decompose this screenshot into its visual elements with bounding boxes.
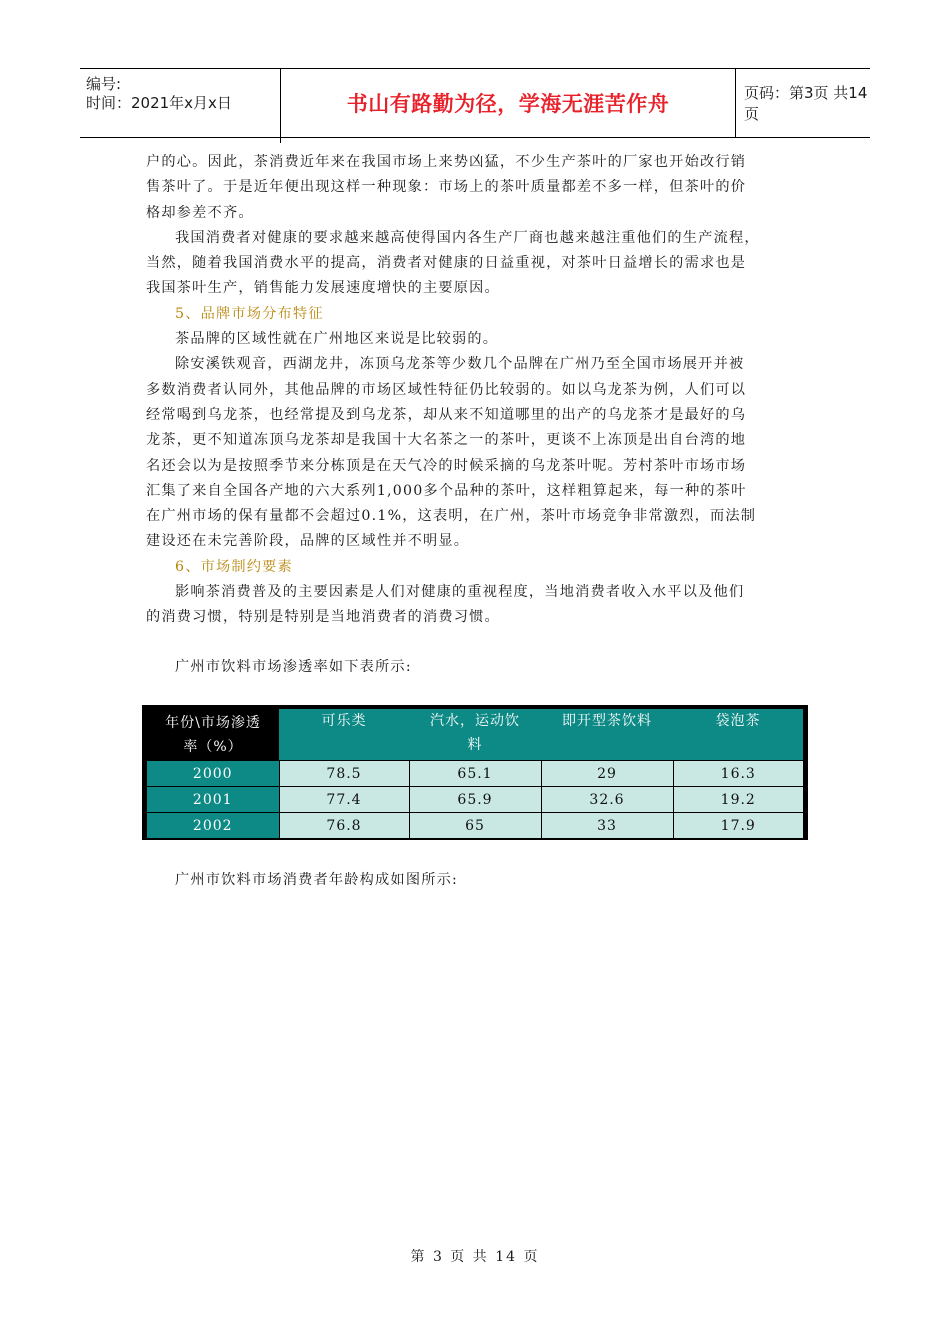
page-footer: 第 3 页 共 14 页 bbox=[410, 1249, 540, 1265]
body-line: 户的心。因此，茶消费近年来在我国市场上来势凶猛，不少生产茶叶的厂家也开始改行销 bbox=[146, 154, 747, 170]
column-header: 袋泡茶 bbox=[673, 709, 803, 761]
table-cell: 19.2 bbox=[673, 787, 803, 813]
page-header bbox=[80, 68, 870, 138]
body-line: 我国消费者对健康的要求越来越高使得国内各生产厂商也越来越注重他们的生产流程， bbox=[175, 229, 760, 246]
table-cell: 16.3 bbox=[673, 761, 803, 787]
row-year: 2001 bbox=[147, 787, 279, 813]
table-cell: 65.9 bbox=[409, 787, 541, 813]
body-line: 在广州市场的保有量都不会超过0.1%，这表明，在广州，茶叶市场竞争非常激烈，而法制 bbox=[146, 508, 757, 525]
table-header-row bbox=[147, 709, 803, 761]
number-label: 编号: bbox=[86, 75, 122, 93]
table-cell: 76.8 bbox=[279, 813, 409, 839]
body-line: 影响茶消费普及的主要因素是人们对健康的重视程度，当地消费者收入水平以及他们 bbox=[175, 584, 745, 601]
body-line: 售茶叶了。于是近年便出现这样一种现象：市场上的茶叶质量都差不多一样，但茶叶的价 bbox=[146, 179, 747, 196]
table-cell: 65 bbox=[409, 813, 541, 839]
body-line: 我国茶叶生产，销售能力发展速度增快的主要原因。 bbox=[146, 280, 500, 297]
table-cell: 77.4 bbox=[279, 787, 409, 813]
column-header: 可乐类 bbox=[279, 709, 409, 761]
table-row bbox=[147, 813, 803, 839]
header-meta bbox=[80, 69, 281, 143]
header-motto: 书山有路勤为径，学海无涯苦作舟 bbox=[281, 69, 736, 137]
header-page-label: 页码：第3页 共14页 bbox=[744, 84, 868, 123]
column-header: 即开型茶饮料 bbox=[541, 709, 673, 761]
table-cell: 29 bbox=[541, 761, 673, 787]
body-line: 当然，随着我国消费水平的提高，消费者对健康的日益重视，对茶叶日益增长的需求也是 bbox=[146, 255, 747, 272]
body-line: 格却参差不齐。 bbox=[146, 204, 254, 221]
body-line: 的消费习惯，特别是特别是当地消费者的消费习惯。 bbox=[146, 609, 500, 626]
table-cell: 78.5 bbox=[279, 761, 409, 787]
body-line: 建设还在未完善阶段，品牌的区域性并不明显。 bbox=[146, 533, 470, 550]
table-cell: 17.9 bbox=[673, 813, 803, 839]
table-intro: 广州市饮料市场渗透率如下表所示: bbox=[175, 658, 412, 675]
body-line: 除安溪铁观音，西湖龙井，冻顶乌龙茶等少数几个品牌在广州乃至全国市场展开并被 bbox=[175, 356, 745, 373]
body-line: 名还会以为是按照季节来分栋顶是在天气冷的时候采摘的乌龙茶叶呢。芳村茶叶市场市场 bbox=[146, 457, 747, 474]
body-line: 经常喝到乌龙茶，也经常提及到乌龙茶，却从来不知道哪里的出产的乌龙茶才是最好的乌 bbox=[146, 406, 747, 423]
chart-intro: 广州市饮料市场消费者年龄构成如图所示: bbox=[175, 872, 458, 888]
row-year: 2000 bbox=[147, 761, 279, 787]
date-label: 时间：2021年x月x日 bbox=[86, 94, 232, 112]
table-cell: 32.6 bbox=[541, 787, 673, 813]
body-line: 龙茶，更不知道冻顶乌龙茶却是我国十大名茶之一的茶叶，更谈不上冻顶是出自台湾的地 bbox=[146, 432, 747, 449]
chart-intro-block bbox=[146, 868, 806, 893]
table-row bbox=[147, 761, 803, 787]
row-year: 2002 bbox=[147, 813, 279, 839]
section-heading-5: 5、品牌市场分布特征 bbox=[175, 305, 324, 322]
body-line: 茶品牌的区域性就在广州地区来说是比较弱的。 bbox=[175, 331, 499, 348]
body-line: 多数消费者认同外，其他品牌的市场区域性特征仍比较弱的。如以乌龙茶为例，人们可以 bbox=[146, 381, 747, 398]
table-cell: 65.1 bbox=[409, 761, 541, 787]
penetration-table bbox=[142, 705, 808, 840]
body-line: 汇集了来自全国各产地的六大系列1,000多个品种的茶叶，这样粗算起来，每一种的茶叶 bbox=[146, 482, 747, 499]
table-corner-header: 年份\市场渗透 率（%） bbox=[147, 709, 279, 761]
table-row bbox=[147, 787, 803, 813]
section-heading-6: 6、市场制约要素 bbox=[175, 558, 293, 575]
column-header: 汽水，运动饮 料 bbox=[409, 709, 541, 761]
document-body bbox=[146, 150, 806, 680]
table-cell: 33 bbox=[541, 813, 673, 839]
